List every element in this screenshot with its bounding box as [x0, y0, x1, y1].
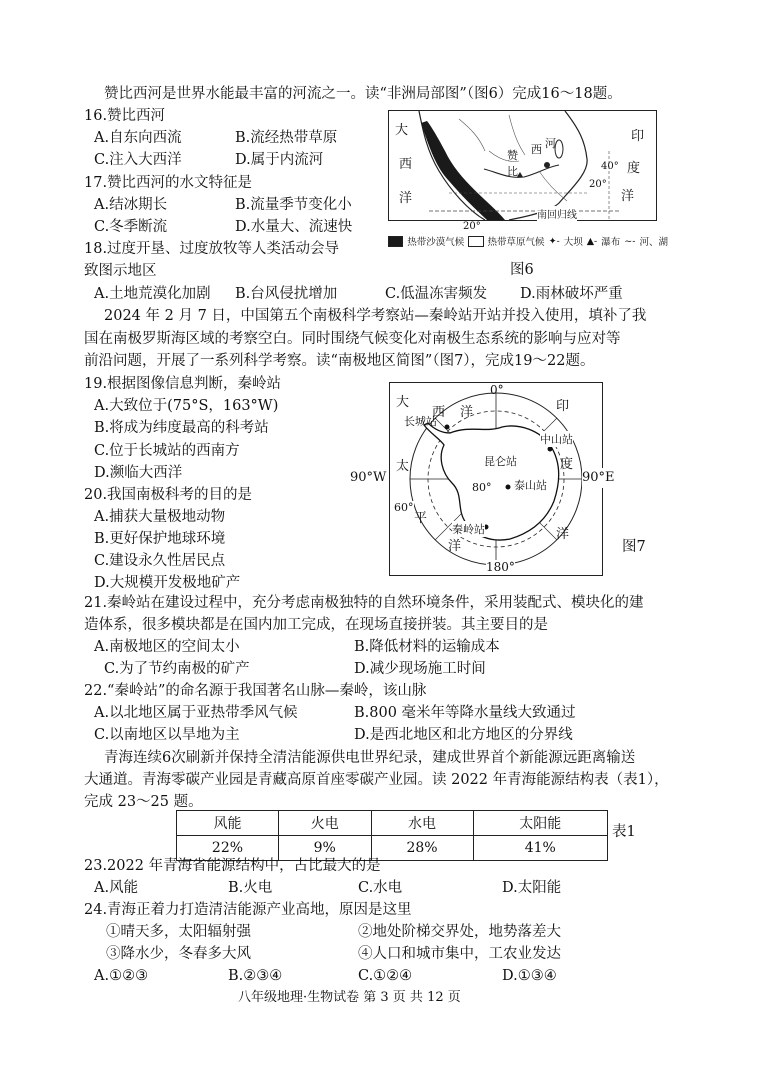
q22-option-a: A.以北地区属于亚热带季风气候 [94, 705, 298, 721]
intro-qinghai-1: 青海连续6次刷新并保持全清洁能源供电世界纪录，建成世界首个新能源远距离输送 [104, 750, 636, 766]
map-label-zan: 赞 [507, 149, 518, 162]
legend-savanna: 热带草原气候 [487, 237, 545, 248]
map-label-du: 度 [627, 161, 641, 176]
ocean-ind-1: 印 [556, 399, 570, 414]
map-label-yang2: 洋 [621, 189, 635, 204]
q21-option-d: D.减少现场施工时间 [354, 661, 486, 677]
value-solar: 41% [473, 836, 607, 861]
q23-option-d: D.太阳能 [502, 880, 562, 896]
q17-option-b: B.流量季节变化小 [235, 197, 352, 213]
q20-option-b: B.更好保护地球环境 [94, 531, 226, 547]
intro-antarctic-3: 前沿问题，开展了一系列科学考察。读“南极地区简图”（图7），完成19～22题。 [84, 353, 595, 369]
q24-stem: 24.青海正着力打造清洁能源产业高地，原因是这里 [84, 902, 412, 918]
q22-stem: 22.“秦岭站”的命名源于我国著名山脉—秦岭，该山脉 [84, 683, 427, 699]
q19-option-d: D.濒临大西洋 [94, 465, 183, 481]
value-hydro: 28% [371, 836, 473, 861]
q16-option-a: A.自东向西流 [94, 130, 182, 146]
dam-icon [544, 162, 550, 168]
intro-qinghai-3: 完成 23～25 题。 [84, 794, 203, 810]
q23-option-a: A.风能 [94, 880, 139, 896]
page-footer: 八年级地理·生物试卷 第 3 页 共 12 页 [238, 990, 461, 1005]
intro-antarctic-2: 国在南极罗斯海区域的考察空白。同时围绕气候变化对南极生态系统的影响与应对等 [84, 331, 621, 347]
boundary-line [539, 171, 567, 201]
header-thermal: 火电 [278, 811, 371, 836]
changcheng-station-marker [445, 425, 450, 430]
map-label-he: 河 [545, 137, 556, 150]
q23-option-b: B.火电 [228, 880, 273, 896]
ocean-ind-2: 度 [560, 457, 574, 472]
map-label-xi2: 西 [531, 143, 542, 156]
desert-swatch [388, 236, 403, 247]
zhongshan-station-marker [548, 447, 553, 452]
table-header-row [177, 811, 608, 836]
ocean-atl-3: 洋 [460, 405, 474, 420]
map-label-bi: 比 [507, 165, 518, 178]
ocean-pac-3: 洋 [448, 539, 462, 554]
q18-option-b: B.台风侵扰增加 [235, 286, 338, 302]
lake-icon [555, 140, 563, 158]
intro-africa: 赞比西河是世界水能最丰富的河流之一。读“非洲局部图”（图6）完成16～18题。 [104, 86, 622, 102]
figure-6-caption: 图6 [510, 262, 534, 278]
map-label-tropic: 南回归线 [537, 206, 577, 221]
q23-stem: 23.2022 年青海省能源结构中，占比最大的是 [84, 858, 381, 874]
station-taishan: 泰山站 [514, 479, 547, 492]
figure-7-antarctic-map [389, 382, 603, 576]
station-qinling: 秦岭站 [452, 523, 485, 536]
q21-option-a: A.南极地区的空间太小 [94, 639, 240, 655]
q24-statement-4: ④人口和城市集中，工农业发达 [358, 946, 561, 962]
q18-option-a: A.土地荒漠化加剧 [94, 286, 211, 302]
waterfall-legend-icon: ▲- [586, 235, 598, 247]
q18-option-d: D.雨林破坏严重 [520, 286, 623, 302]
figure-6-legend [388, 234, 668, 248]
map-label-yang: 洋 [399, 191, 413, 206]
lon-180-label: 180° [486, 560, 515, 574]
q17-option-a: A.结冰期长 [94, 197, 168, 213]
intro-antarctic-1: 2024 年 2 月 7 日，中国第五个南极科学考察站—秦岭站开站并投入使用，填补了我 [104, 308, 647, 324]
q18-option-c: C.低温冻害频发 [385, 286, 488, 302]
legend-dam: 大坝 [563, 237, 583, 248]
q24-option-b: B.②③④ [228, 968, 283, 984]
q21-stem-1: 21.秦岭站在建设过程中，充分考虑南极独特的自然环境条件，采用装配式、模块化的建 [84, 595, 644, 611]
ocean-atl-2: 西 [432, 405, 446, 420]
q20-option-c: C.建设永久性居民点 [94, 553, 226, 569]
header-wind: 风能 [177, 811, 279, 836]
q24-option-c: C.①②④ [358, 968, 413, 984]
station-kunlun: 昆仑站 [484, 455, 517, 468]
q22-option-c: C.以南地区以旱地为主 [94, 727, 240, 743]
q24-statement-1: ①晴天多，太阳辐射强 [106, 924, 251, 940]
q18-stem-cont: 致图示地区 [84, 263, 157, 279]
figure-6-africa-map [388, 110, 657, 232]
map-label-da: 大 [395, 123, 409, 138]
q17-stem: 17.赞比西河的水文特征是 [84, 175, 253, 191]
q17-option-d: D.水量大、流速快 [235, 219, 353, 235]
antarctic-map-svg [390, 383, 602, 575]
q24-statement-2: ②地处阶梯交界处，地势落差大 [358, 924, 561, 940]
map-label-xi: 西 [399, 157, 413, 172]
station-zhongshan: 中山站 [540, 433, 573, 446]
q21-stem-2: 造体系，很多模块都是在国内加工完成，在现场直接拼装。其主要目的是 [84, 617, 548, 633]
map-label-20deg: 20° [589, 179, 607, 190]
lon-90w-label: 90°W [350, 470, 387, 485]
q20-stem: 20.我国南极科考的目的是 [84, 487, 253, 503]
table-1-energy-structure [176, 810, 608, 861]
ocean-atl-1: 大 [396, 395, 410, 410]
value-thermal: 9% [278, 836, 371, 861]
header-hydro: 水电 [371, 811, 473, 836]
boundary-line [459, 119, 485, 151]
q19-stem: 19.根据图像信息判断，秦岭站 [84, 376, 282, 392]
q16-stem: 16.赞比西河 [84, 108, 166, 124]
q24-option-d: D.①③④ [502, 968, 557, 984]
figure-7-caption: 图7 [622, 539, 646, 555]
desert-climate-area [421, 121, 505, 220]
q22-option-d: D.是西北地区和北方地区的分界线 [354, 727, 573, 743]
station-changcheng: 长城站 [404, 415, 437, 428]
q24-option-a: A.①②③ [94, 968, 149, 984]
taishan-station-marker [506, 485, 511, 490]
ocean-pac-1: 太 [396, 459, 410, 474]
ocean-pac-2: 平 [414, 511, 428, 526]
river-legend-icon: ~- [624, 235, 636, 247]
value-wind: 22% [177, 836, 279, 861]
legend-desert: 热带沙漠气候 [407, 237, 465, 248]
map-label-yin: 印 [631, 129, 645, 144]
q16-option-d: D.属于内流河 [235, 152, 324, 168]
lat-80-label: 80° [472, 481, 492, 494]
q19-option-a: A.大致位于(75°S，163°W) [94, 398, 279, 414]
savanna-swatch [468, 236, 483, 247]
dam-legend-icon: ✦- [548, 235, 560, 247]
header-solar: 太阳能 [473, 811, 607, 836]
q18-stem: 18.过度开垦、过度放牧等人类活动会导 [84, 241, 340, 257]
lon-0-label: 0° [490, 383, 504, 397]
q23-option-c: C.水电 [358, 880, 403, 896]
lon-90e-label: 90°E [582, 468, 615, 488]
q16-option-c: C.注入大西洋 [94, 152, 182, 168]
q21-option-b: B.降低材料的运输成本 [354, 639, 500, 655]
q16-option-b: B.流经热带草原 [235, 130, 338, 146]
q24-statement-3: ③降水少，冬春多大风 [106, 946, 251, 962]
q21-option-c: C.为了节约南极的矿产 [104, 661, 250, 677]
map-label-40deg: 40° [601, 161, 619, 172]
table-1-caption: 表1 [612, 824, 636, 840]
lat-60-label: 60° [394, 501, 414, 514]
ocean-ind-3: 洋 [556, 527, 570, 542]
q20-option-a: A.捕获大量极地动物 [94, 509, 226, 525]
q19-option-b: B.将成为纬度最高的科考站 [94, 420, 269, 436]
q22-option-b: B.800 毫米年等降水量线大致通过 [354, 705, 576, 721]
q17-option-c: C.冬季断流 [94, 219, 168, 235]
legend-waterfall: 瀑布 [601, 237, 621, 248]
q19-option-c: C.位于长城站的西南方 [94, 443, 240, 459]
map-label-20deg-bottom: 20° [463, 221, 481, 232]
q20-option-d: D.大规模开发极地矿产 [94, 575, 241, 591]
intro-qinghai-2: 大通道。青海零碳产业园是青藏高原首座零碳产业园。读 2022 年青海能源结构表（表1）， [84, 772, 669, 788]
legend-river: 河、湖 [639, 237, 668, 248]
